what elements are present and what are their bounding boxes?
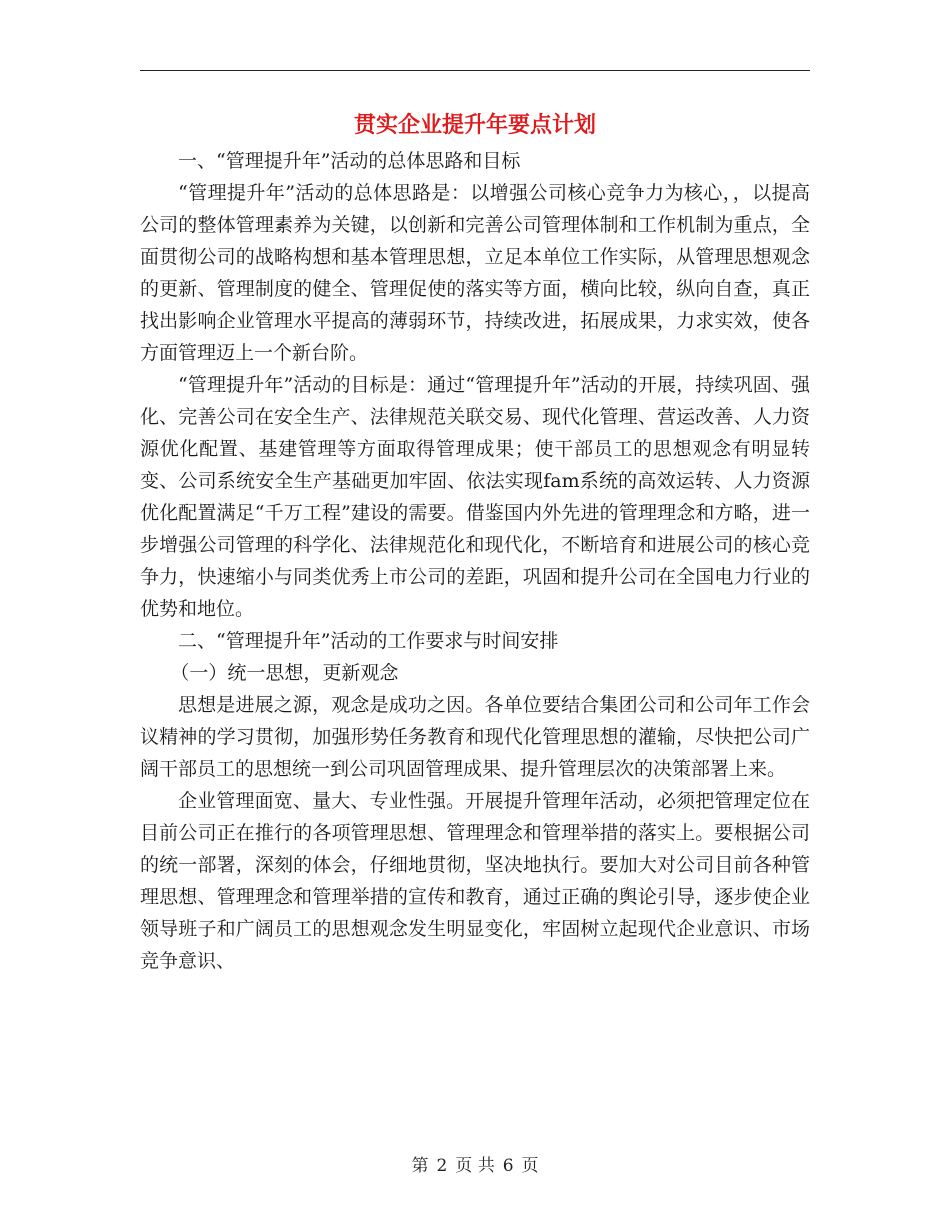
paragraph-overall-approach: “管理提升年”活动的总体思路是：以增强公司核心竞争力为核心，，以提高公司的整体管理素养为关键，以创新和完善公司管理体制和工作机制为重点，全面贯彻公司的战略构想和基本管理思想，立足本单位工作实际，从管理思想观念的更新、管理制度的健全、管理促使的落实等方面，横向比较，纵向自查，真正找出影响企业管理水平提高的薄弱环节，持续改进，拓展成果，力求实效，使各方面管理迈上一个新台阶。 [140, 182, 810, 364]
section-2-heading: 二、“管理提升年”活动的工作要求与时间安排 [178, 630, 559, 652]
section-1-heading: 一、“管理提升年”活动的总体思路和目标 [178, 150, 521, 172]
footer-suffix: 页 [521, 1156, 539, 1176]
page-footer [0, 1154, 950, 1178]
paragraph-management-scope: 企业管理面宽、量大、专业性强。开展提升管理年活动，必须把管理定位在目前公司正在推行的各项管理思想、管理理念和管理举措的落实上。要根据公司的统一部署，深刻的体会，仔细地贯彻，坚决地执行。要加大对公司目前各种管理思想、管理理念和管理举措的宣传和教育，通过正确的舆论引导，逐步使企业领导班子和广阔员工的思想观念发生明显变化，牢固树立起现代企业意识、市场竞争意识、 [140, 790, 810, 972]
document-body [140, 145, 810, 977]
footer-total-pages: 6 [502, 1156, 514, 1176]
footer-middle: 页 共 [455, 1156, 495, 1176]
paragraph-goals: “管理提升年”活动的目标是：通过“管理提升年”活动的开展，持续巩固、强化、完善公司在安全生产、法律规范关联交易、现代化管理、营运改善、人力资源优化配置、基建管理等方面取得管理成果；使干部员工的思想观念有明显转变、公司系统安全生产基础更加牢固、依法实现fam系统的高效运转、人力资源优化配置满足“千万工程”建设的需要。借鉴国内外先进的管理理念和方略，进一步增强公司管理的科学化、法律规范化和现代化，不断培育和进展公司的核心竞争力，快速缩小与同类优秀上市公司的差距，巩固和提升公司在全国电力行业的优势和地位。 [140, 374, 810, 620]
document-title: 贯实企业提升年要点计划 [353, 112, 596, 138]
footer-prefix: 第 [411, 1156, 429, 1176]
paragraph-thinking: 思想是进展之源，观念是成功之因。各单位要结合集团公司和公司年工作会议精神的学习贯彻，加强形势任务教育和现代化管理思想的灌输，尽快把公司广阔干部员工的思想统一到公司巩固管理成果、提升管理层次的决策部署上来。 [140, 694, 810, 780]
footer-current-page: 2 [436, 1156, 448, 1176]
subsection-1-heading: （一）统一思想，更新观念 [170, 662, 399, 684]
header-rule [140, 70, 810, 71]
